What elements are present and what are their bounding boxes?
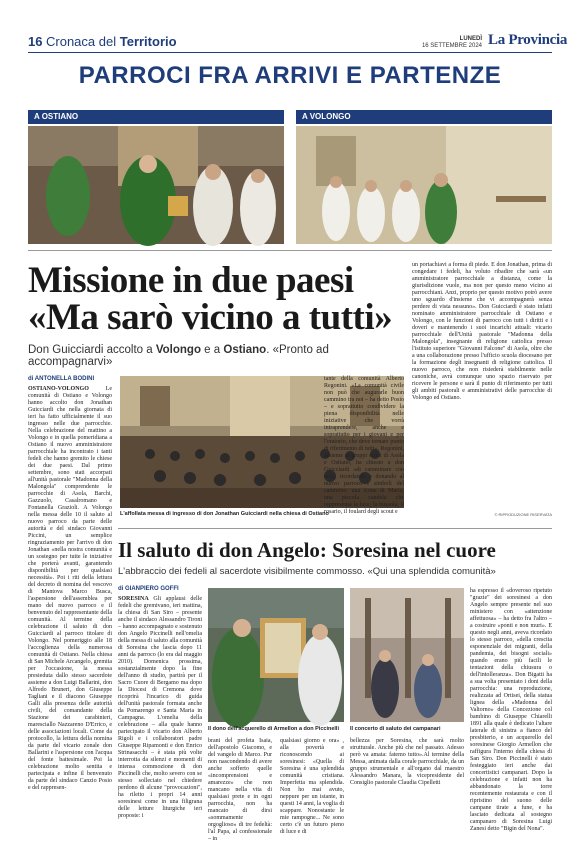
article2-col1-text: Gli applausi delle fedeli che gremivano, ieri mattina, la chiesa di San Siro – presente anche il sindaco Alessandro Tironi – hanno accompagnato e sostenuto don Angelo Piccinelli nell'omelia della messa di saluto alla comunità di Soresina che lascia dopo 11 anni da parroco (lo era dal maggio 2010). Domenica prossima, sostanzialmente dopo la fine dell'anno di studio, partirà per il Sacro Cuore di Bergamo ma dopo la Diocesi di Cremona dove ricoprirà l'incarico di guida dell'unità pastorale formata anche da Pomarengo e Santa Maria in Campagna. L'omelia della celebrazione – alla quale hanno partecipato il vicario don Alberto Rigoli e i collaboratori padre Giuseppe Ripamonti e don Enrico Strinasacchi – è stata più volte interrotta da silenzi e momenti di intensa commozione di don Piccinelli che, molto severo con se stesso solleciato nel chiedere perdono di alcune "provocazioni", ha riletto i propri 14 anni soresinesi come in una filigrana delle letture liturgiche ieri proposte: i bbox=[118, 596, 202, 819]
header-rule bbox=[28, 52, 552, 53]
article1-column-4 bbox=[412, 262, 552, 498]
article2-column-1 bbox=[118, 596, 202, 828]
article1-col1-text: Le comunità di Ostiano e Volongo hanno accolto don Jonathan Guicciardi che nella giornata di ieri ha fatto ufficialmente il suo ingresso nelle due parrocchie. Nella celebrazione del mattino a Volongo e in quella pomeridiana a Ostiano il nuovo amministratore parrocchiale ha incontrato i tanti fedeli che hanno gremito le chiese dei due paesi. Dal primo settembre, sono stati accorpati all'unità pastorale "Madonna della Malongola" comprendente le parrocchie di Asola, Barchi, Gazzuolo, Casalromano e Fontanella Grazioli. A Volongo nella messa delle 10 il saluto al nuovo parroco da parte delle autorità e del sindaco Giovanni Piccini, un semplice ringraziamento per l'arrivo di don Jonathan «nella nostra comunità e un sostegno per tutte le iniziative che porterà avanti, garantendo disponibilità per qualsiasi necessità». Poi i riti della lettura del decreto di nomina del vescovo di Mantova Marco Busca, l'aspersione dell'assemblea per mano del nuovo parroco e il benvenuto del rappresentante della comunità. Al termine della celebrazione il saluto di don Guicciardi al parroco titolare di Volongo. Nel pomeriggio alle 18 l'accoglienza della numerosa comunità di Ostiano. Nella chiesa di San Michele Arcangelo, gremita per l'occasione, la messa presieduta dallo stesso sacerdote assieme a don Luigi Ballarini, don Alfredo Bruneri, don Giuseppe Tagliani e il diacono Giuseppe Galli alla presenza delle autorità civili, del comandante della Stazione dei carabinieri, maresciallo Nazzareno D'Errico, e delle associazioni locali. Come da protocollo, la lettura della nomina da parte del vicario zonale don Ballarini e l'aspersione con l'acqua del fonte battesimale. Poi la celebrazione molto sentita e partecipata e infine il benvenuto da parte del sindaco Canzio Posio e del rappresen- bbox=[28, 386, 112, 791]
page-headline: PARROCI FRA ARRIVI E PARTENZE bbox=[78, 62, 502, 89]
article2-col3-text: qualsiasi giorno e ora» , alla povertà e riconoscendo ai soresinesi: «Quella di Soresina è una splendida comunità cristiana. Imperfetta ma splendida. Non ho mai avuto, neppure per un istante, in questi 14 anni, la voglia di scappare. Nonostante le mie rampogne... Ne sono certo c'è un futuro pieno di luce e di bbox=[280, 738, 344, 835]
article1-column-1 bbox=[28, 386, 112, 826]
article2-dateline: SORESINA bbox=[118, 596, 149, 602]
article1-title-line1: Missione in due paesi bbox=[28, 260, 354, 301]
article2-caption-right: Il concerto di saluto dei campanari bbox=[350, 726, 441, 732]
article2-col4-text: bellezza per Soresina, che sarà molto strutturale. Anche più che nel passato. Adesso però va amata: fatemo tutto».Al termine della Messa, animata dalla corale parrocchiale, da un gruppo strumentale e all'organo dal maestro Alessandro Manara, la vicepresidente del Consiglio pastorale Claudia Cipelletti bbox=[350, 738, 464, 786]
article1-byline: di ANTONELLA BODINI bbox=[28, 376, 95, 382]
tag-ostiano: A OSTIANO bbox=[28, 110, 284, 124]
article1-photo-caption: L'affollata messa di ingresso di don Jonathan Guicciardi nella chiesa di Ostiano bbox=[120, 511, 329, 517]
photo-volongo-altar bbox=[296, 126, 552, 244]
subtitle-part-e: . «Pronto ad accompagnarvi» bbox=[28, 344, 329, 368]
article2-column-3 bbox=[280, 738, 344, 835]
issue-full-date: 16 SETTEMBRE 2024 bbox=[421, 43, 482, 49]
section-prefix: Cronaca del bbox=[46, 34, 117, 49]
issue-day: LUNEDÌ bbox=[459, 36, 482, 42]
photo-watercolor-gift bbox=[208, 588, 344, 722]
article1-title bbox=[28, 262, 408, 336]
photo-bell-ringers-concert bbox=[350, 588, 464, 722]
newspaper-logo: La Provincia bbox=[488, 32, 568, 48]
subtitle-part-c: e a bbox=[200, 344, 224, 356]
subtitle-ostiano: Ostiano bbox=[223, 344, 267, 356]
article2-byline: di GIANPIERO GOFFI bbox=[118, 586, 179, 592]
subtitle-part-a: Don Guicciardi accolto a bbox=[28, 344, 156, 356]
tag-volongo: A VOLONGO bbox=[296, 110, 552, 124]
article2-col5-text: ha espresso il «doveroso ripetuto "grazie" dei soresinesi a don Angelo sempre presente nel suo ministero con «attenzione affettuosa» – ha detto fra l'altro – a costruire «ponti e non muri». E questo negli anni, aveva ricordato lo stesso parroco, «della crescita esponenziale dei migranti, della pandemia, dei bisogni sociali» quando erano più facili le tentazioni della chiusura o dell'intolleranza». Don Bigatti ha a sua volta presentato i doni della parrocchia: una reproduzione, realizzata ad Ortisei, della statua lignea della «Madonna del Valtorno» della Concezione col bambino di Giuseppe Chiarelli 1891 alla quale è dedicato l'altare laterale di sinistra a fianco del presbiterio, e un acquerello del soresinese Giorgio Armellon che raffigura l'interno della chiesa di San Siro. Don Piccinelli è stato festeggiato ieri anche dai concertistici campanari. Dopo la celebrazione e infatti non ha abbandonato la torre recentemente restaurata e con il ripristino del suono delle campane tirate a fune, e ha lasciato dedicata al sostegno campanaro di Soresina Luigi Zanesi detto "Bigin del Nona". bbox=[470, 588, 552, 832]
page-number: 16 bbox=[28, 34, 43, 49]
section-title bbox=[46, 34, 177, 49]
article1-column-3 bbox=[324, 376, 404, 515]
article1-copyright: © RIPRODUZIONE RISERVATA bbox=[494, 512, 552, 517]
section-divider bbox=[28, 250, 552, 251]
subtitle-volongo: Volongo bbox=[155, 344, 201, 356]
article1-title-line2: «Ma sarò vicino a tutti» bbox=[28, 297, 393, 338]
article1-dateline: OSTIANO-VOLONGO bbox=[28, 386, 89, 392]
article2-column-5 bbox=[470, 588, 552, 832]
article1-col4-text: un portachiavi a forma di piede. E don Jonathan, prima di congedare i fedeli, ha voluto ribadire che sarà «un amministratore parrocchiale a distanza, come la giurisdizione vuole, ma non per questo meno vicino ai parrocchiani. Anzi, proprio per questo motivo potrò avere uno sguardo d'insieme che vi accompagnerà senza perdere di vista nessuno». Don Guicciardi è stato infatti nominato amministratore parrocchiale di Ostiano e Volongo, con le funzioni di parroco con tutti i diritti e i doveri e mantenendo i suoi incarichi attuali: vicario parrocchiale dell'Unità pastorale "Madonna della Malongola", insegnante di religione cattolica presso l'istituto superiore "Giovanni Falcone" di Asola, oltre che a una collaborazione presso l'ufficio scuola diocesano per la formazione degli insegnanti di religione cattolica. Il nuovo parroco, che non risiederà stabilmente nelle canoniche, avrà comunque uno spazio riservato per ricevere le persone e sarà il punto di riferimento per tutti gli ambiti pastorali e amministrativi delle parrocchie di Volongo ed Ostiano. bbox=[412, 262, 552, 401]
article1-subtitle bbox=[28, 344, 408, 368]
section-bold: Territorio bbox=[119, 34, 177, 49]
photo-ostiano-priests bbox=[28, 126, 284, 244]
article2-column-2 bbox=[208, 738, 272, 842]
article2-column-4 bbox=[350, 738, 464, 828]
article-divider bbox=[118, 528, 552, 529]
article1-col3-text: tante della comunità Alberto Regonini. «La comunità civile non può che augurarle buon cammino tra noi – ha detto Posio – e soprattutto condividere la piena disponibilità nelle iniziative che vorrà intraprendere, anche e soprattutto per i giovani e per l'oratorio, che deve tornare punto di riferimento di tutti». Regonini, assieme ai gruppi scout di Asola e Ostiano, ha chiesto a don Guicciardi «di camminare con noi», ricordando e donando al nuovo parroco i simboli del cammino: una icona di Maria, una piccola candela che rappresenta la luce, la bussola, il rosario, il foulard degli scout e bbox=[324, 376, 404, 515]
article2-title: Il saluto di don Angelo: Soresina nel cuore bbox=[118, 538, 496, 562]
article2-subtitle: L'abbraccio dei fedeli al sacerdote visibilmente commosso. «Qui una splendida comunità» bbox=[118, 566, 496, 577]
article2-caption-left: Il dono dell'acquerello di Armellon a don Piccinelli bbox=[208, 726, 339, 732]
article2-col2-text: brani del profeta Isaia, dell'apostolo Giacomo, e del vangelo di Marco. Pur non nascondendo di avere anche sofferto quelle «incomprensioni e amarezze» che non mancano nella vita di qualsiasi prete e in ogni parrocchia, non ha mancato di dirsi «sommamente orgoglioso» di tre fedeltà: l'al Papa, al confessionale – in bbox=[208, 738, 272, 842]
issue-date bbox=[392, 36, 482, 50]
